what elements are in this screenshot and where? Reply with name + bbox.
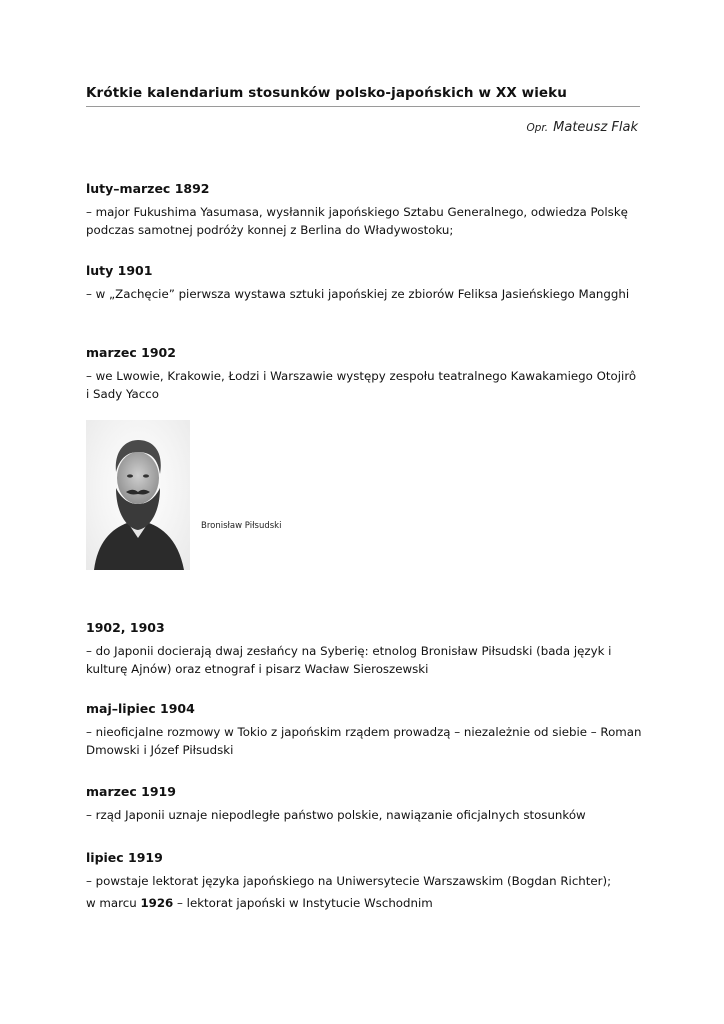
timeline-entry — [86, 345, 642, 403]
author-name: Mateusz Flak — [553, 120, 638, 135]
entry-date: luty–marzec 1892 — [86, 181, 210, 196]
timeline-entry — [86, 620, 642, 678]
portrait-caption: Bronisław Piłsudski — [201, 521, 282, 531]
entry-extra-text — [86, 894, 642, 912]
entry-text: – rząd Japonii uznaje niepodległe państwo polskie, nawiązanie oficjalnych stosunków — [86, 808, 586, 822]
entry-text: – nieoficjalne rozmowy w Tokio z japońskim rządem prowadzą – niezależnie od siebie – Roman Dmowski i Józef Piłsudski — [86, 725, 642, 757]
timeline-entry — [86, 784, 642, 824]
entry-date: marzec 1902 — [86, 345, 176, 360]
entry-date: maj–lipiec 1904 — [86, 701, 195, 716]
entry-text: – major Fukushima Yasumasa, wysłannik japońskiego Sztabu Generalnego, odwiedza Polskę podczas samotnej podróży konnej z Berlina do Władywostoku; — [86, 205, 628, 237]
entry-text: – powstaje lektorat języka japońskiego na Uniwersytecie Warszawskim (Bogdan Richter); — [86, 874, 612, 888]
extra-text-before: w marcu — [86, 896, 137, 910]
timeline-entry — [86, 701, 642, 759]
entry-date: luty 1901 — [86, 263, 153, 278]
timeline-entry — [86, 850, 642, 912]
document-title: Krótkie kalendarium stosunków polsko-japońskich w XX wieku — [86, 85, 567, 101]
timeline-entry — [86, 263, 642, 303]
entry-text: – we Lwowie, Krakowie, Łodzi i Warszawie występy zespołu teatralnego Kawakamiego Otojirô i Sady Yacco — [86, 369, 637, 401]
timeline-entry — [86, 181, 642, 239]
entry-date: 1902, 1903 — [86, 620, 165, 635]
title-divider — [86, 106, 640, 107]
entry-text: – do Japonii docierają dwaj zesłańcy na Syberię: etnolog Bronisław Piłsudski (bada język i kulturę Ajnów) oraz etnograf i pisarz Wacław Sieroszewski — [86, 644, 612, 676]
entry-date: marzec 1919 — [86, 784, 176, 799]
extra-year: 1926 — [140, 896, 174, 910]
extra-text-after: – lektorat japoński w Instytucie Wschodnim — [177, 896, 433, 910]
author-prefix: Opr. — [526, 122, 549, 134]
author-line — [526, 116, 638, 135]
entry-date: lipiec 1919 — [86, 850, 163, 865]
portrait-photo — [86, 420, 190, 570]
entry-text: – w „Zachęcie” pierwsza wystawa sztuki japońskiej ze zbiorów Feliksa Jasieńskiego Mangghi — [86, 287, 630, 301]
